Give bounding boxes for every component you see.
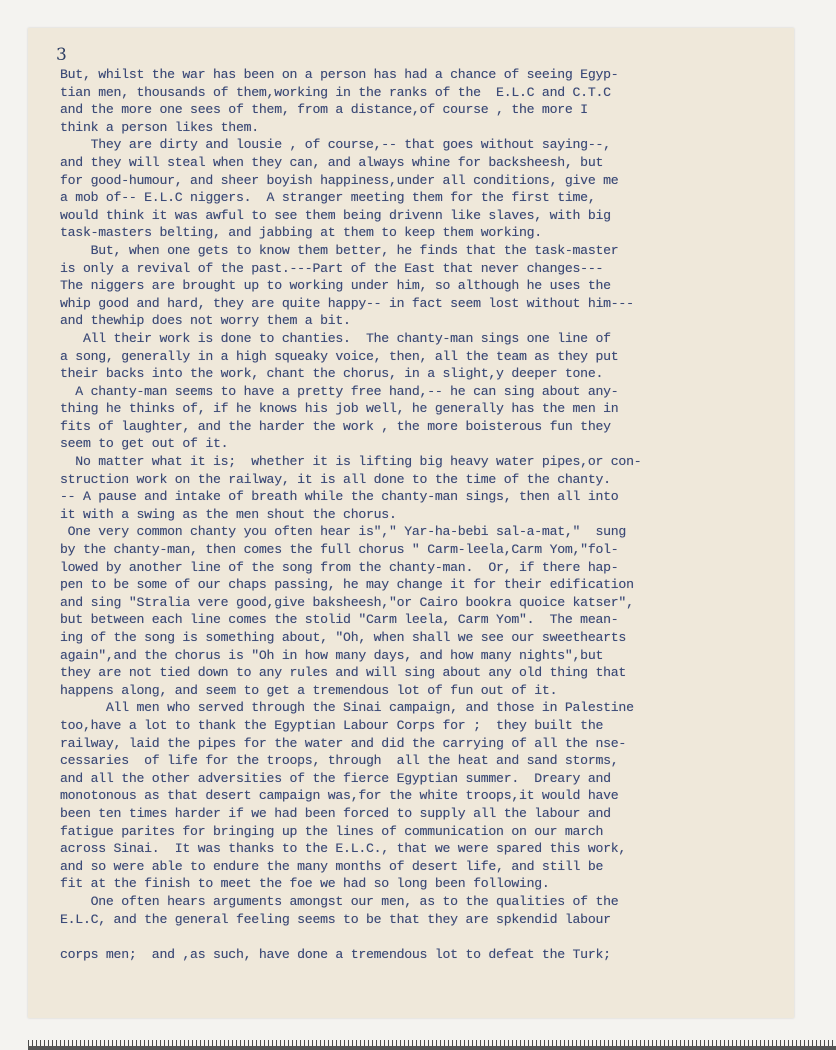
text-line: whip good and hard, they are quite happy-- in fact seem lost without him--- [60, 295, 634, 311]
text-line: for good-humour, and sheer boyish happiness,under all conditions, give me [60, 172, 619, 188]
text-line: cessaries of life for the troops, through all the heat and sand storms, [60, 753, 619, 769]
text-line: corps men; and ,as such, have done a tremendous lot to defeat the Turk; [60, 946, 611, 962]
text-line: been ten times harder if we had been forced to supply all the labour and [60, 805, 611, 821]
page-number: 3 [56, 45, 67, 65]
text-line: their backs into the work, chant the chorus, in a slight,y deeper tone. [60, 366, 604, 382]
text-line: They are dirty and lousie , of course,-- that goes without saying--, [60, 137, 611, 153]
text-line: a mob of-- E.L.C niggers. A stranger meeting them for the first time, [60, 190, 596, 206]
text-line: task-masters belting, and jabbing at them to keep them working. [60, 225, 542, 241]
text-line: would think it was awful to see them being drivenn like slaves, with big [60, 207, 611, 223]
text-line: it with a swing as the men shout the chorus. [60, 506, 397, 522]
text-line: think a person likes them. [60, 119, 259, 135]
text-line: but between each line comes the stolid "Carm leela, Carm Yom". The mean- [60, 612, 619, 628]
text-line: All their work is done to chanties. The chanty-man sings one line of [60, 330, 611, 346]
text-line: too,have a lot to thank the Egyptian Labour Corps for ; they built the [60, 717, 604, 733]
text-line: lowed by another line of the song from the chanty-man. Or, if there hap- [60, 559, 619, 575]
text-line: fit at the finish to meet the foe we had so long been following. [60, 876, 550, 892]
text-line: again",and the chorus is "Oh in how many days, and how many nights",but [60, 647, 604, 663]
text-line: tian men, thousands of them,working in the ranks of the E.L.C and C.T.C [60, 84, 611, 100]
text-line: All men who served through the Sinai campaign, and those in Palestine [60, 700, 634, 716]
text-line: they are not tied down to any rules and will sing about any old thing that [60, 665, 627, 681]
text-line: monotonous as that desert campaign was,for the white troops,it would have [60, 788, 619, 804]
text-line: E.L.C, and the general feeling seems to be that they are spkendid labour [60, 911, 611, 927]
text-line: One often hears arguments amongst our men, as to the qualities of the [60, 893, 619, 909]
text-line: ing of the song is something about, "Oh, when shall we see our sweethearts [60, 630, 627, 645]
text-line: No matter what it is; whether it is lifting big heavy water pipes,or con- [60, 454, 642, 470]
text-line: pen to be some of our chaps passing, he may change it for their edification [60, 577, 634, 593]
text-line: A chanty-man seems to have a pretty free hand,-- he can sing about any- [60, 383, 619, 399]
text-line: and so were able to endure the many months of desert life, and still be [60, 858, 604, 874]
text-line: across Sinai. It was thanks to the E.L.C., that we were spared this work, [60, 841, 627, 857]
text-line: by the chanty-man, then comes the full chorus " Carm-leela,Carm Yom,"fol- [60, 542, 619, 558]
typed-text-body [60, 66, 780, 963]
text-line: is only a revival of the past.---Part of the East that never changes--- [60, 260, 604, 276]
text-line: happens along, and seem to get a tremendous lot of fun out of it. [60, 682, 558, 698]
text-line: and they will steal when they can, and always whine for backsheesh, but [60, 154, 604, 170]
text-line: -- A pause and intake of breath while the chanty-man sings, then all into [60, 489, 619, 505]
text-line: The niggers are brought up to working under him, so although he uses the [60, 278, 611, 294]
text-line: thing he thinks of, if he knows his job well, he generally has the men in [60, 401, 619, 417]
text-line: One very common chanty you often hear is"," Yar-ha-bebi sal-a-mat," sung [60, 524, 627, 540]
text-line: seem to get out of it. [60, 436, 229, 452]
text-line: and sing "Stralia vere good,give baksheesh,"or Cairo bookra quoice katser", [60, 594, 634, 610]
text-line: struction work on the railway, it is all done to the time of the chanty. [60, 471, 611, 487]
text-line: and all the other adversities of the fierce Egyptian summer. Dreary and [60, 770, 611, 786]
text-line: and the more one sees of them, from a distance,of course , the more I [60, 102, 588, 118]
scale-ruler-bar [28, 1046, 836, 1050]
text-line: fits of laughter, and the harder the work , the more boisterous fun they [60, 418, 611, 434]
text-line: But, whilst the war has been on a person has had a chance of seeing Egyp- [60, 67, 619, 82]
text-line: fatigue parites for bringing up the lines of communication on our march [60, 823, 604, 839]
text-line [60, 928, 780, 946]
text-line: and thewhip does not worry them a bit. [60, 313, 351, 329]
text-line: a song, generally in a high squeaky voice, then, all the team as they put [60, 348, 619, 364]
text-line: railway, laid the pipes for the water and did the carrying of all the nse- [60, 735, 627, 751]
text-line: But, when one gets to know them better, he finds that the task-master [60, 242, 619, 258]
